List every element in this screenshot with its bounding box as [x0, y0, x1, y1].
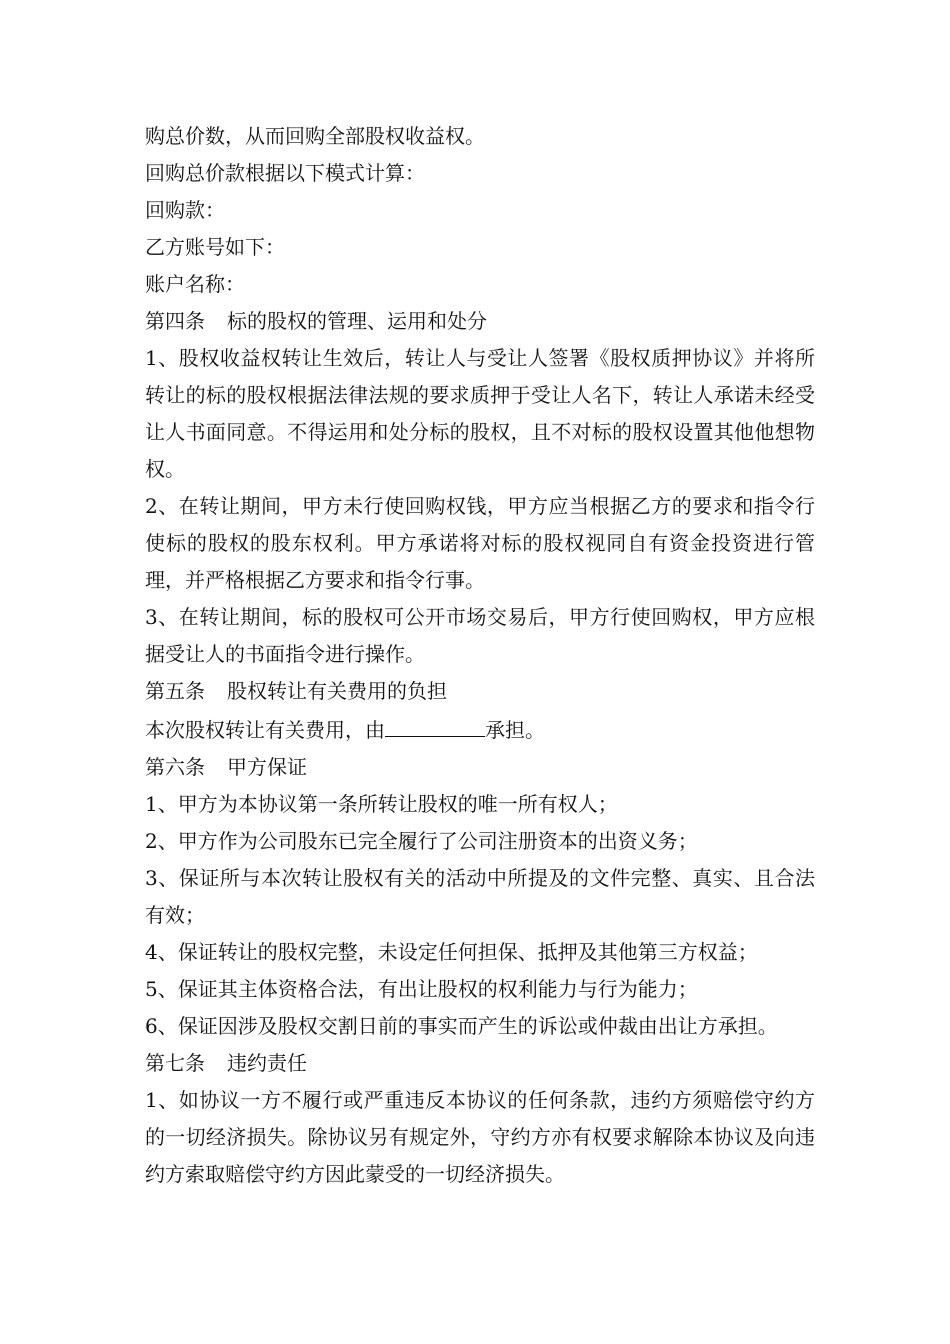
article-clause: 4、保证转让的股权完整，未设定任何担保、抵押及其他第三方权益；	[145, 940, 758, 964]
article-clause: 6、保证因涉及股权交割日前的事实而产生的诉讼或仲裁由出让方承担。	[145, 1014, 778, 1038]
paragraph-line: 乙方账号如下：	[145, 235, 285, 259]
article-heading	[145, 1045, 815, 1082]
article-title: 标的股权的管理、运用和处分	[227, 309, 487, 333]
article-title: 股权转让有关费用的负担	[227, 679, 447, 703]
article-clause: 5、保证其主体资格合法，有出让股权的权利能力与行为能力；	[145, 977, 698, 1001]
article-number: 第七条	[145, 1051, 205, 1075]
paragraph-line: 回购款：	[145, 198, 225, 222]
article-number: 第六条	[145, 755, 205, 779]
paragraph-line: 购总价数，从而回购全部股权收益权。	[145, 124, 485, 148]
article-clause: 1、甲方为本协议第一条所转让股权的唯一所有权人；	[145, 792, 618, 816]
article-clause: 2、在转让期间，甲方未行使回购权钱，甲方应当根据乙方的要求和指令行使标的股权的股东权利。甲方承诺将对标的股权视同自有资金投资进行管理，并严格根据乙方要求和指令行事。	[145, 494, 815, 592]
article-clause: 1、股权收益权转让生效后，转让人与受让人签署《股权质押协议》并将所转让的标的股权根据法律法规的要求质押于受让人名下，转让人承诺未经受让人书面同意。不得运用和处分标的股权，且不对标的股权设置其他他想物权。	[145, 346, 815, 481]
article-heading	[145, 673, 815, 710]
article-number: 第四条	[145, 309, 205, 333]
article-title: 违约责任	[227, 1051, 307, 1075]
article-clause: 3、保证所与本次转让股权有关的活动中所提及的文件完整、真实、且合法有效；	[145, 866, 815, 927]
fill-in-blank	[385, 710, 485, 737]
article-clause	[145, 710, 815, 749]
article-title: 甲方保证	[227, 755, 307, 779]
article-clause: 2、甲方作为公司股东已完全履行了公司注册资本的出资义务；	[145, 829, 698, 853]
clause-text: 承担。	[485, 718, 545, 742]
article-heading	[145, 303, 815, 340]
clause-text: 本次股权转让有关费用，由	[145, 718, 385, 742]
article-clause: 3、在转让期间，标的股权可公开市场交易后，甲方行使回购权，甲方应根据受让人的书面指令进行操作。	[145, 605, 815, 666]
article-number: 第五条	[145, 679, 205, 703]
article-heading	[145, 749, 815, 786]
document-body	[145, 118, 815, 1193]
article-clause: 1、如协议一方不履行或严重违反本协议的任何条款，违约方须赔偿守约方的一切经济损失。除协议另有规定外，守约方亦有权要求解除本协议及向违约方索取赔偿守约方因此蒙受的一切经济损失。	[145, 1088, 815, 1186]
paragraph-line: 账户名称：	[145, 272, 245, 296]
paragraph-line: 回购总价款根据以下模式计算：	[145, 161, 425, 185]
